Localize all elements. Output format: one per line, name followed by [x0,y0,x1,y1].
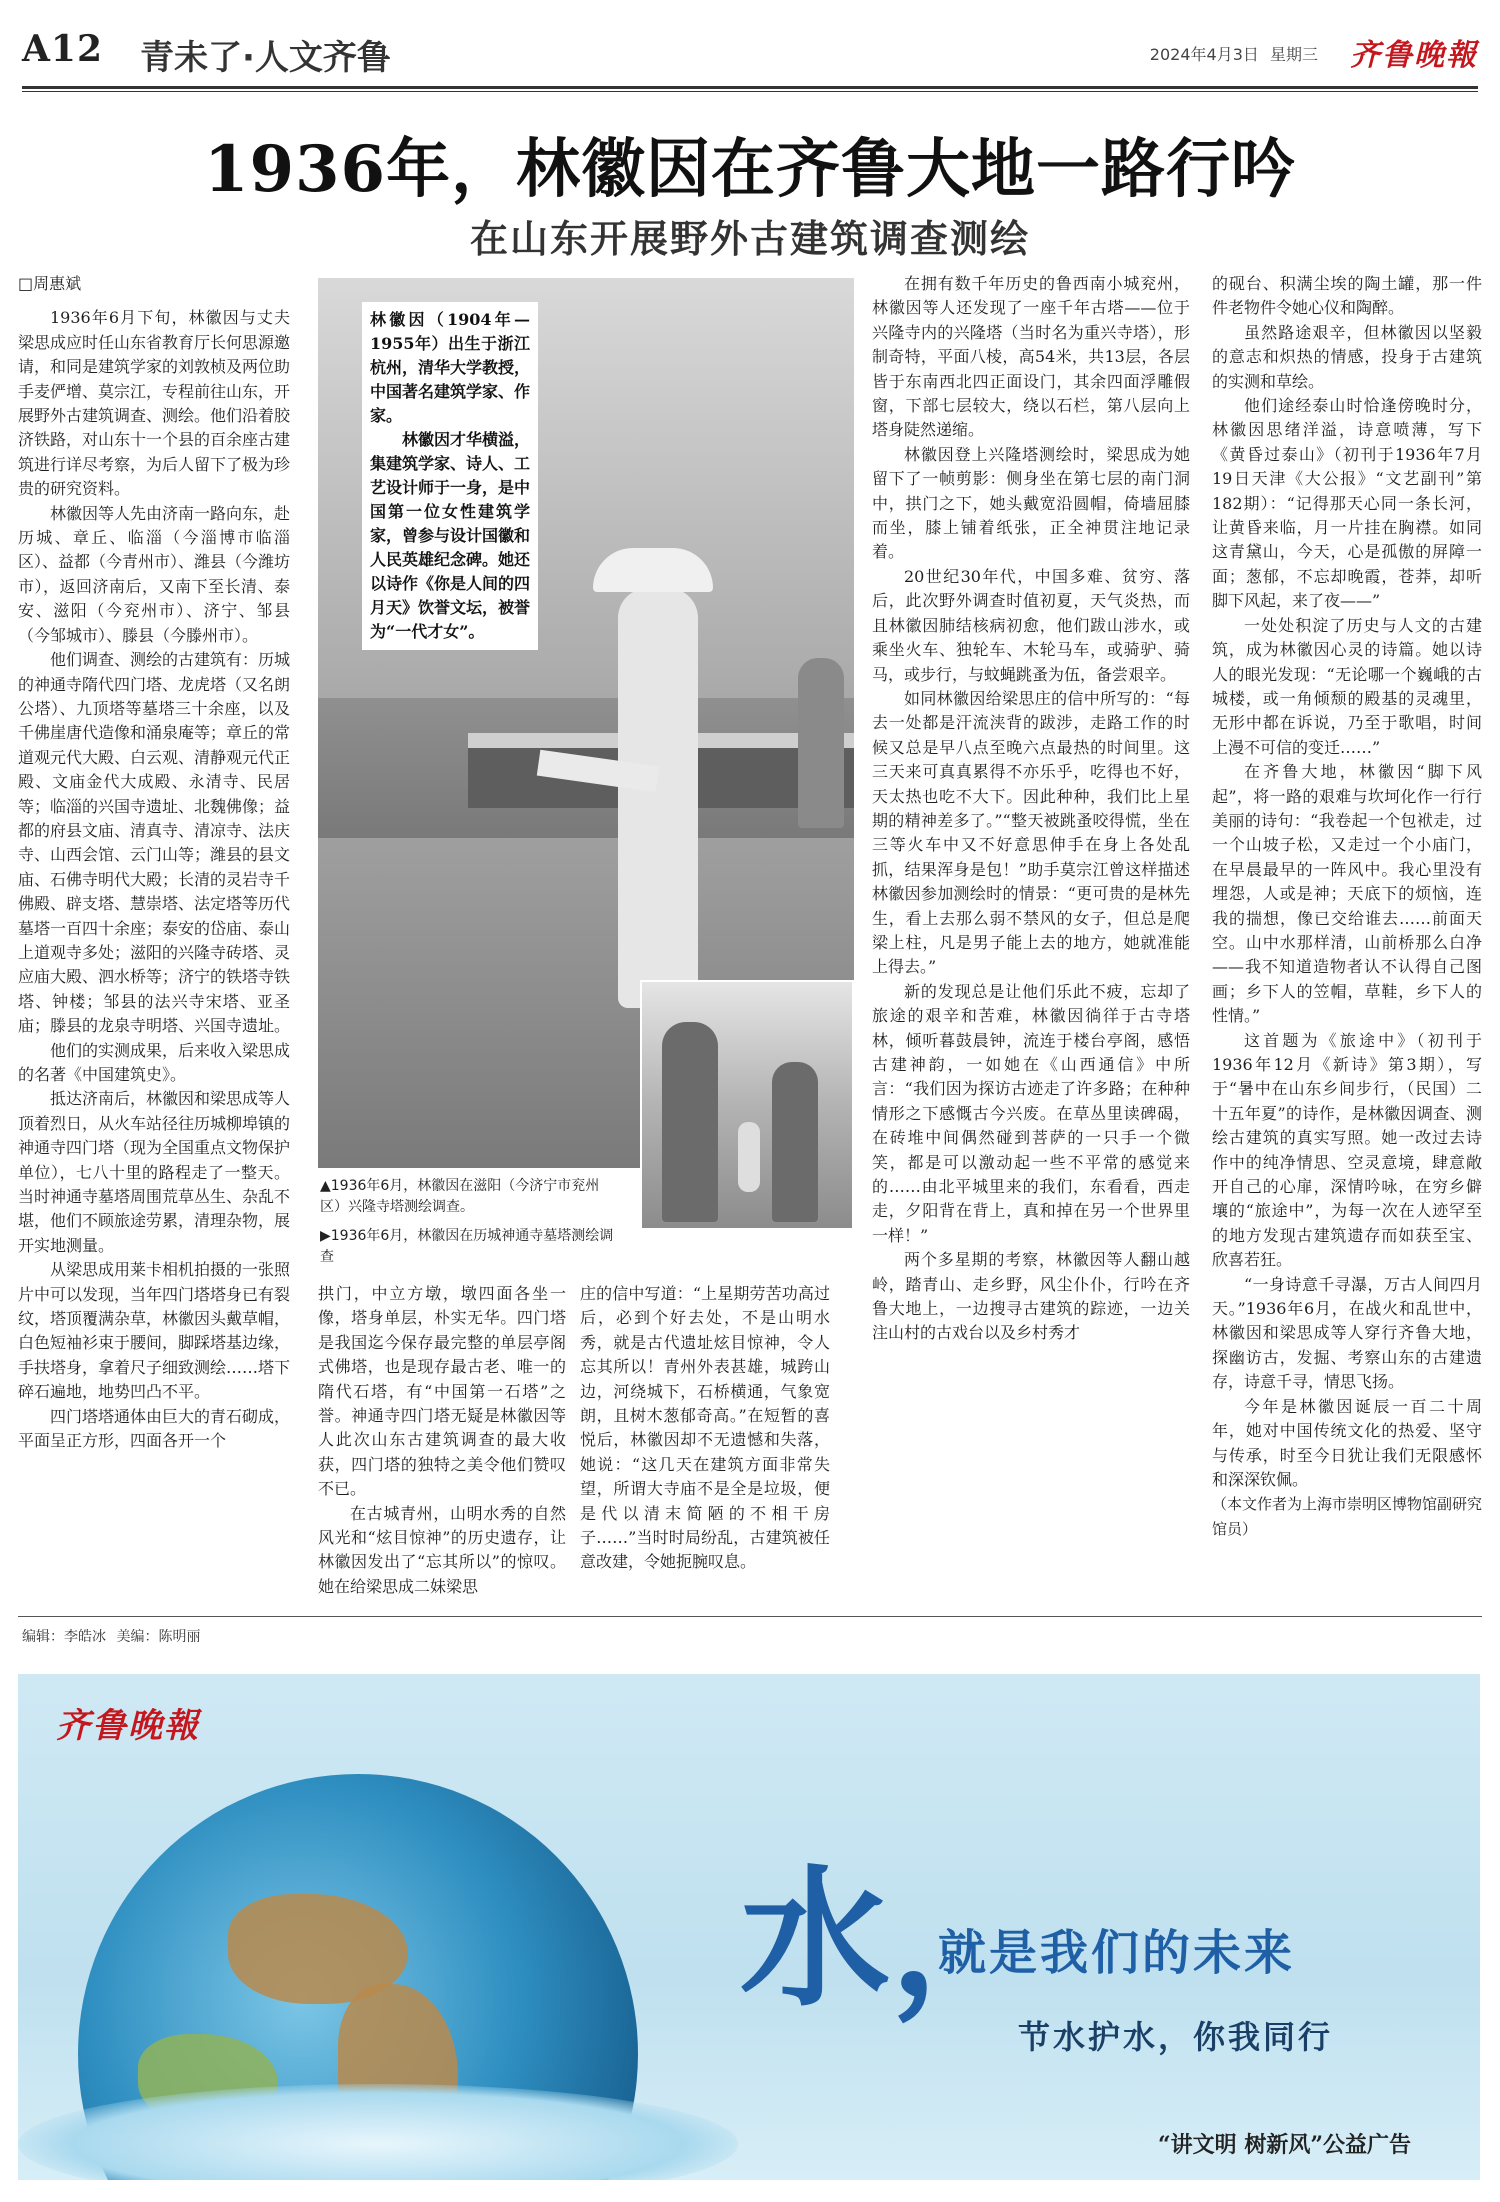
article-column-4 [1212,272,1482,1541]
paragraph: 林徽因等人先由济南一路向东，赴历城、章丘、临淄（今淄博市临淄区）、益都（今青州市）、潍县（今潍坊市），返回济南后，又南下至长清、泰安、滋阳（今兖州市）、济宁、邹县（今邹城市）、滕县（今滕州市）。 [18,503,291,645]
masthead [22,20,1478,82]
page-number: A12 [22,28,104,70]
ad-psa-label: “讲文明 树新风”公益广告 [1158,2132,1411,2158]
article-column-3 [872,272,1190,1346]
article-column-1 [18,272,290,1454]
paragraph: 1936年6月下旬，林徽因与丈夫梁思成应时任山东省教育厅长何思源邀请，和同是建筑学家的刘敦桢及两位助手麦俨增、莫宗江，专程前往山东，开展野外古建筑调查、测绘。他们沿着胶济铁路，对山东十一个县的百余座古建筑进行详尽考察，为后人留下了极为珍贵的研究资料。 [18,308,291,499]
paragraph: 林徽因登上兴隆塔测绘时，梁思成为她留下了一帧剪影：侧身坐在第七层的南门洞中，拱门之下，她头戴宽沿圆帽，倚墙屈膝而坐，膝上铺着纸张，正全神贯注地记录着。 [872,444,1190,562]
byline: □周惠斌 [18,274,82,293]
article-subhead: 在山东开展野外古建筑调查测绘 [469,217,1030,261]
article-column-2a [318,1282,566,1599]
masthead-rule-thin [22,91,1478,92]
photo-pagoda [772,1062,818,1222]
photo-shentong-temple-pagodas [640,980,854,1230]
paragraph: 他们的实测成果，后来收入梁思成的名著《中国建筑史》。 [18,1040,291,1084]
newspaper-logo: 齐鲁晚報 [1350,38,1478,73]
public-service-ad [18,1674,1480,2180]
ad-water-character: 水， [740,1851,1041,2027]
ad-headline: 就是我们的未来 [938,1925,1296,1981]
credits-rule [18,1616,1482,1617]
date-text: 2024年4月3日 [1149,45,1259,64]
photo-figure [738,1122,760,1192]
paragraph: 他们调查、测绘的古建筑有：历城的神通寺隋代四门塔、龙虎塔（又名朗公塔）、九顶塔等墓塔三十余座，以及千佛崖唐代造像和涌泉庵等；章丘的常道观元代大殿、白云观、清静观元代正殿、文庙金代大成殿、永清寺、民居等；临淄的兴国寺遗址、北魏佛像；益都的府县文庙、清真寺、清凉寺、法庆寺、山西会馆、云门山等；潍县的县文庙、石佛寺明代大殿；长清的灵岩寺千佛殿、辟支塔、慧崇塔、法定塔等历代墓塔一百四十余座；泰安的岱庙、泰山上道观寺多处；滋阳的兴隆寺砖塔、灵应庙大殿、泗水桥等；济宁的铁塔寺铁塔、钟楼；邹县的法兴寺宋塔、亚圣庙；滕县的龙泉寺明塔、兴国寺遗址。 [18,650,291,1036]
photo-caption-main: ▲1936年6月，林徽因在滋阳（今济宁市兖州区）兴隆寺塔测绘调查。 [320,1178,600,1215]
issue-date [1150,42,1318,65]
paragraph: 新的发现总是让他们乐此不疲，忘却了旅途的艰辛和苦难，林徽因徜徉于古寺塔林，倾听暮鼓晨钟，流连于楼台亭阁，感悟古建神韵，一如她在《山西通信》中所言：“我们因为探访古迹走了许多路；在种种情形之下感慨古今兴废。在草丛里读碑碣，在砖堆中间偶然碰到菩萨的一只手一个微笑，都是可以激动起一些不平常的感觉来的……由北平城里来的我们，东看看，西走走，夕阳背在背上，真和掉在另一个世界里一样！” [872,981,1190,1245]
photo-stone-post [798,658,844,828]
ad-newspaper-logo: 齐鲁晚報 [56,1706,200,1746]
author-note: （本文作者为上海市崇明区博物馆副研究馆员） [1212,1495,1483,1538]
weekday-text: 星期三 [1269,45,1318,64]
bio-paragraph: 林徽因才华横溢，集建筑学家、诗人、工艺设计师于一身，是中国第一位女性建筑学家，曾参与设计国徽和人民英雄纪念碑。她还以诗作《你是人间的四月天》饮誉文坛，被誉为“一代才女”。 [370,430,531,641]
paragraph: 他们途经泰山时恰逢傍晚时分，林徽因思绪洋溢，诗意喷薄，写下《黄昏过泰山》（初刊于1936年7月19日天津《大公报》“文艺副刊”第182期）：“记得那天心同一条长河，让黄昏来临，月一片挂在胸襟。如同这青黛山，今天，心是孤傲的屏障一面；葱郁，不忘却晚霞，苍莽，却听脚下风起，来了夜——” [1212,396,1482,611]
section-title: 青未了·人文齐鲁 [140,38,391,78]
photo-figure [618,588,698,1008]
paragraph: 今年是林徽因诞辰一百二十周年，她对中国传统文化的热爱、坚守与传承，时至今日犹让我们无限感怀和深深钦佩。 [1212,1396,1482,1489]
article-headline: 1936年，林徽因在齐鲁大地一路行吟 [203,132,1297,207]
article-column-2b [580,1282,830,1575]
paragraph: 的砚台、积满尘埃的陶土罐，那一件件老物件令她心仪和陶醉。 [1212,274,1482,318]
paragraph: 在齐鲁大地，林徽因“脚下风起”，将一路的艰难与坎坷化作一行行美丽的诗句：“我卷起一个包袱走，过一个山坡子松，又走过一个小庙门，在早晨最早的一阵风中。我心里没有埋怨，人或是神；天底下的烦恼，连我的揣想，像已交给谁去……前面天空。山中水那样清，山前桥那么白净——我不知道造物者认不认得自己图画；乡下人的笠帽，草鞋，乡下人的性情。” [1212,762,1482,1026]
paragraph: 四门塔塔通体由巨大的青石砌成，平面呈正方形，四面各开一个 [18,1406,291,1451]
paragraph: 虽然路途艰辛，但林徽因以坚毅的意志和炽热的情感，投身于古建筑的实测和草绘。 [1212,322,1482,391]
paragraph: 如同林徽因给梁思庄的信中所写的：“每去一处都是汗流浃背的跋涉，走路工作的时候又总是早八点至晚六点最热的时间里。这三天来可真真累得不亦乐乎，吃得也不好，天太热也吃不大下。因此种种，我们比上星期的精神差多了。”“整天被跳蚤咬得慌，坐在三等火车中又不好意思伸手在身上各处乱抓，结果浑身是包！”助手莫宗江曾这样描述林徽因参加测绘时的情景：“更可贵的是林先生，看上去那么弱不禁风的女子，但总是爬梁上柱，凡是男子能上去的地方，她就准能上得去。” [872,688,1190,977]
paragraph: 抵达济南后，林徽因和梁思成等人顶着烈日，从火车站径往历城柳埠镇的神通寺四门塔（现为全国重点文物保护单位），七八十里的路程走了一整天。当时神通寺墓塔周围荒草丛生、杂乱不堪，他们不顾旅途劳累，清理杂物，展开实地测量。 [18,1089,291,1255]
masthead-rule [22,86,1478,89]
paragraph: 拱门，中立方墩，墩四面各坐一像，塔身单层，朴实无华。四门塔是我国迄今保存最完整的单层亭阁式佛塔，也是现存最古老、唯一的隋代石塔，有“中国第一石塔”之誉。神通寺四门塔无疑是林徽因等人此次山东古建筑调查的最大收获，四门塔的独特之美令他们赞叹不已。 [318,1284,566,1499]
ad-slogan: 节水护水，你我同行 [1018,2018,1334,2056]
art-editor-credit: 美编：陈明丽 [116,1629,201,1645]
paragraph: 庄的信中写道：“上星期劳苦功高过后，必到个好去处，不是山明水秀，就是古代遗址炫目惊神，令人忘其所以！青州外表甚雄，城跨山边，河绕城下，石桥横通，气象宽朗，且树木葱郁奇高。”在短暂的喜悦后，林徽因却不无遗憾和失落，她说：“这几天在建筑方面非常失望，所谓大寺庙不是全是垃圾，便是代以清末简陋的不相干房子……”当时时局纷乱，古建筑被任意改建，令她扼腕叹息。 [580,1284,830,1572]
photo-caption-small: ▶1936年6月，林徽因在历城神通寺墓塔测绘调查 [320,1228,614,1265]
paragraph: 一处处积淀了历史与人文的古建筑，成为林徽因心灵的诗篇。她以诗人的眼光发现：“无论哪一个巍峨的古城楼，或一角倾颓的殿基的灵魂里，无形中都在诉说，乃至于歌唱，时间上漫不可信的变迁……” [1212,615,1482,757]
paragraph: 在拥有数千年历史的鲁西南小城兖州，林徽因等人还发现了一座千年古塔——位于兴隆寺内的兴隆塔（当时名为重兴寺塔），形制奇特，平面八棱，高54米，共13层，各层皆于东南西北四正面设门，其余四面浮雕假窗，下部七层较大，绕以石栏，第八层向上塔身陡然递缩。 [872,274,1190,440]
paragraph: 从梁思成用莱卡相机拍摄的一张照片中可以发现，当年四门塔塔身已有裂纹，塔顶覆满杂草，林徽因头戴草帽，白色短袖衫束于腰间，脚踩塔基边缘，手扶塔身，拿着尺子细致测绘……塔下碎石遍地，地势凹凸不平。 [18,1260,291,1402]
paragraph: “一身诗意千寻瀑，万古人间四月天。”1936年6月，在战火和乱世中，林徽因和梁思成等人穿行齐鲁大地，探幽访古，发掘、考察山东的古建遗存，诗意千寻，情思飞扬。 [1212,1274,1482,1392]
photo-hat [593,548,713,592]
photo-pagoda [662,1022,718,1222]
bio-box [362,302,538,650]
paragraph: 在古城青州，山明水秀的自然风光和“炫目惊神”的历史遗存，让林徽因发出了“忘其所以”的惊叹。她在给梁思成二妹梁思 [318,1503,566,1596]
paragraph: 20世纪30年代，中国多难、贫穷、落后，此次野外调查时值初夏，天气炎热，而且林徽因肺结核病初愈，他们跋山涉水，或乘坐火车、独轮车、木轮马车，或骑驴、骑马，或步行，与蚊蝇跳蚤为伍，备尝艰辛。 [872,566,1190,684]
editor-credit: 编辑：李皓冰 [22,1629,106,1645]
paragraph: 两个多星期的考察，林徽因等人翻山越岭，踏青山、走乡野，风尘仆仆，行吟在齐鲁大地上，一边搜寻古建筑的踪迹，一边关注山村的古戏台以及乡村秀才 [872,1250,1190,1343]
page-credits [22,1626,200,1646]
paragraph: 这首题为《旅途中》（初刊于1936年12月《新诗》第3期），写于“暑中在山东乡间步行，（民国）二十五年夏”的诗作，是林徽因调查、测绘古建筑的真实写照。她一改过去诗作中的纯净情思、空灵意境，肆意敞开自己的心扉，深情吟咏，在穷乡僻壤的“旅途中”，为每一次在人迹罕至的地方发现古建筑遗存而如获至宝、欣喜若狂。 [1212,1030,1482,1270]
bio-paragraph: 林徽因（1904年—1955年）出生于浙江杭州，清华大学教授，中国著名建筑学家、作家。 [370,310,531,425]
